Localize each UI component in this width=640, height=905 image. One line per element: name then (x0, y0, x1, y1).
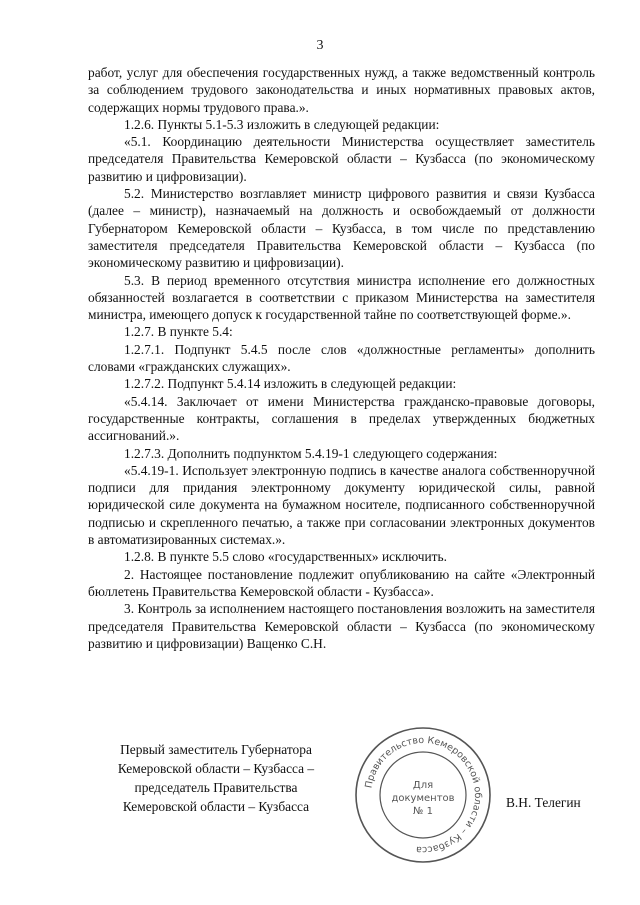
stamp-center-line: Для (412, 780, 434, 791)
stamp-center-line: документов (391, 793, 455, 804)
stamp-seal-icon (352, 724, 494, 866)
stamp-center-line: № 1 (413, 806, 433, 817)
paragraph: 5.2. Министерство возглавляет министр цифрового развития и связи Кузбасса (далее – министр), назначаемый на должность и освобождаемый от должности Губернатором Кемеровской области – Кузбасса, в том числе по представлению заместителя председателя Правительства Кемеровской области – Кузбасса (по экономическому развитию и цифровизации). (88, 186, 595, 271)
signer-title-line: Кемеровской области – Кузбасса (122, 799, 310, 814)
paragraph: «5.1. Координацию деятельности Министерства осуществляет заместитель председателя Правительства Кемеровской области – Кузбасса (по экономическому развитию и цифровизации). (88, 134, 595, 184)
paragraph: 1.2.7.2. Подпункт 5.4.14 изложить в следующей редакции: (124, 376, 457, 392)
paragraph: 1.2.7. В пункте 5.4: (124, 324, 233, 340)
paragraph: «5.4.14. Заключает от имени Министерства гражданско-правовые договоры, государственные контракты, соглашения в пределах утвержденных бюджетных ассигнований.». (88, 393, 595, 444)
signer-title-line: председатель Правительства (134, 780, 298, 795)
page-number: 3 (316, 38, 324, 53)
paragraph: 3. Контроль за исполнением настоящего постановления возложить на заместителя председателя Правительства Кемеровской области – Кузбасса (по экономическому развитию и цифровизации) Ващенко С.Н. (88, 601, 595, 651)
document-body (88, 64, 595, 652)
signer-title-line: Кемеровской области – Кузбасса – (117, 761, 315, 776)
paragraph: «5.4.19-1. Использует электронную подпись в качестве аналога собственноручной подписи для придания электронному документу юридической силы, равной юридической силе документа на бумажном носителе, подписанного собственноручной подписью и скрепленного печатью, а также при согласовании электронных документов в автоматизированных системах.». (88, 462, 595, 548)
paragraph: 2. Настоящее постановление подлежит опубликованию на сайте «Электронный бюллетень Правительства Кемеровской области - Кузбасса». (88, 566, 595, 599)
paragraph: 1.2.7.1. Подпункт 5.4.5 после слов «должностные регламенты» дополнить словами «гражданских служащих». (88, 341, 595, 375)
paragraph: 1.2.8. В пункте 5.5 слово «государственных» исключить. (124, 549, 447, 565)
official-stamp (352, 724, 494, 866)
paragraph: работ, услуг для обеспечения государственных нужд, а также ведомственный контроль за соблюдением трудового законодательства и иных нормативных правовых актов, содержащих нормы трудового права.». (88, 65, 595, 115)
signer-name: В.Н. Телегин (506, 795, 581, 810)
stamp-ring-text: Правительство Кемеровской области – Кузбасса (363, 734, 484, 856)
signer-title-line: Первый заместитель Губернатора (120, 742, 312, 757)
paragraph: 5.3. В период временного отсутствия министра исполнение его должностных обязанностей возлагается в соответствии с приказом Министерства на заместителя министра, имеющего допуск к государственной тайне по соответствующей форме.». (88, 272, 595, 323)
paragraph: 1.2.7.3. Дополнить подпунктом 5.4.19-1 следующего содержания: (124, 445, 498, 461)
signature-block (96, 740, 336, 816)
paragraph: 1.2.6. Пункты 5.1-5.3 изложить в следующей редакции: (124, 116, 440, 132)
